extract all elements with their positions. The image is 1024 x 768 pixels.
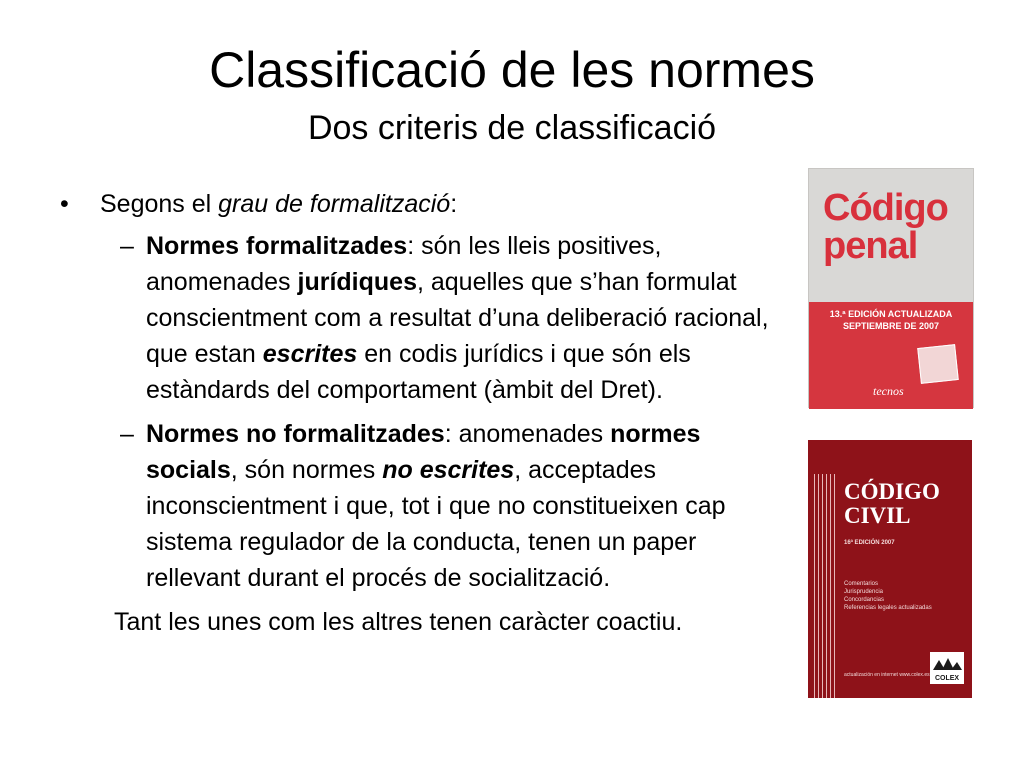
bold-word: jurídiques [297, 268, 417, 296]
publisher-logo: tecnos [873, 384, 904, 398]
text: : anomenades [444, 420, 611, 448]
bullet-item [60, 186, 780, 222]
feature-line: Referencias legales actualizadas [844, 605, 932, 611]
stripes-decoration [814, 474, 838, 698]
text: en codis jurídics i que són els estàndards del comportament (àmbit del Dret). [146, 340, 691, 404]
bullet-suffix: : [450, 190, 458, 218]
slide-title [0, 40, 1024, 150]
colex-logo-icon [930, 652, 964, 684]
text: , són normes [230, 456, 383, 484]
bullet-prefix: Segons el [100, 190, 219, 218]
book-cover-codigo-penal [808, 168, 974, 408]
closing-text: Tant les unes com les altres tenen caràcter coactiu. [114, 608, 683, 636]
sub-list [120, 228, 780, 596]
slide-body [60, 186, 780, 640]
term: Normes formalitzades [146, 232, 408, 260]
book-edition: 13.ª EDICIÓN ACTUALIZADA SEPTIEMBRE DE 2007 [829, 309, 953, 331]
book-features [844, 580, 932, 612]
sub-item-formalitzades [120, 228, 780, 408]
text: , acceptades inconscientment i que, tot i que no constitueixen cap sistema regulador de la conducta, tenen un paper rellevant durant el procés de socialització. [146, 456, 726, 592]
sticker-icon [917, 344, 959, 384]
feature-line: Comentarios [844, 581, 879, 587]
bold-word: normes socials [146, 420, 701, 484]
feature-line: Concordancias [844, 597, 885, 603]
page-title: Classificació de les normes [209, 42, 815, 98]
text: : són les lleis positives, anomenades [146, 232, 662, 296]
text: , aquelles que s’han formulat conscientment com a resultat d’una deliberació racional, que estan [146, 268, 769, 368]
bullet-icon: • [60, 190, 69, 218]
dash-icon: – [120, 232, 134, 260]
bold-italic-word: no escrites [382, 456, 515, 484]
bullet-italic: grau de formalització [218, 190, 451, 218]
feature-line: Jurisprudencia [844, 589, 884, 595]
sub-item-no-formalitzades [120, 416, 780, 596]
book-band [809, 302, 973, 409]
term: Normes no formalitzades [146, 420, 445, 448]
dash-icon: – [120, 420, 134, 448]
bold-italic-word: escrites [262, 340, 358, 368]
book-edition: 16ª EDICIÓN 2007 [844, 540, 895, 546]
page-subtitle: Dos criteris de classificació [307, 109, 717, 147]
book-update-note: actualización en internet www.colex.es [844, 672, 930, 678]
book-cover-codigo-civil [808, 440, 972, 698]
logo-text: COLEX [934, 675, 960, 682]
book-title: Código penal [823, 187, 948, 267]
book-title: CÓDIGO CIVIL [844, 479, 940, 528]
